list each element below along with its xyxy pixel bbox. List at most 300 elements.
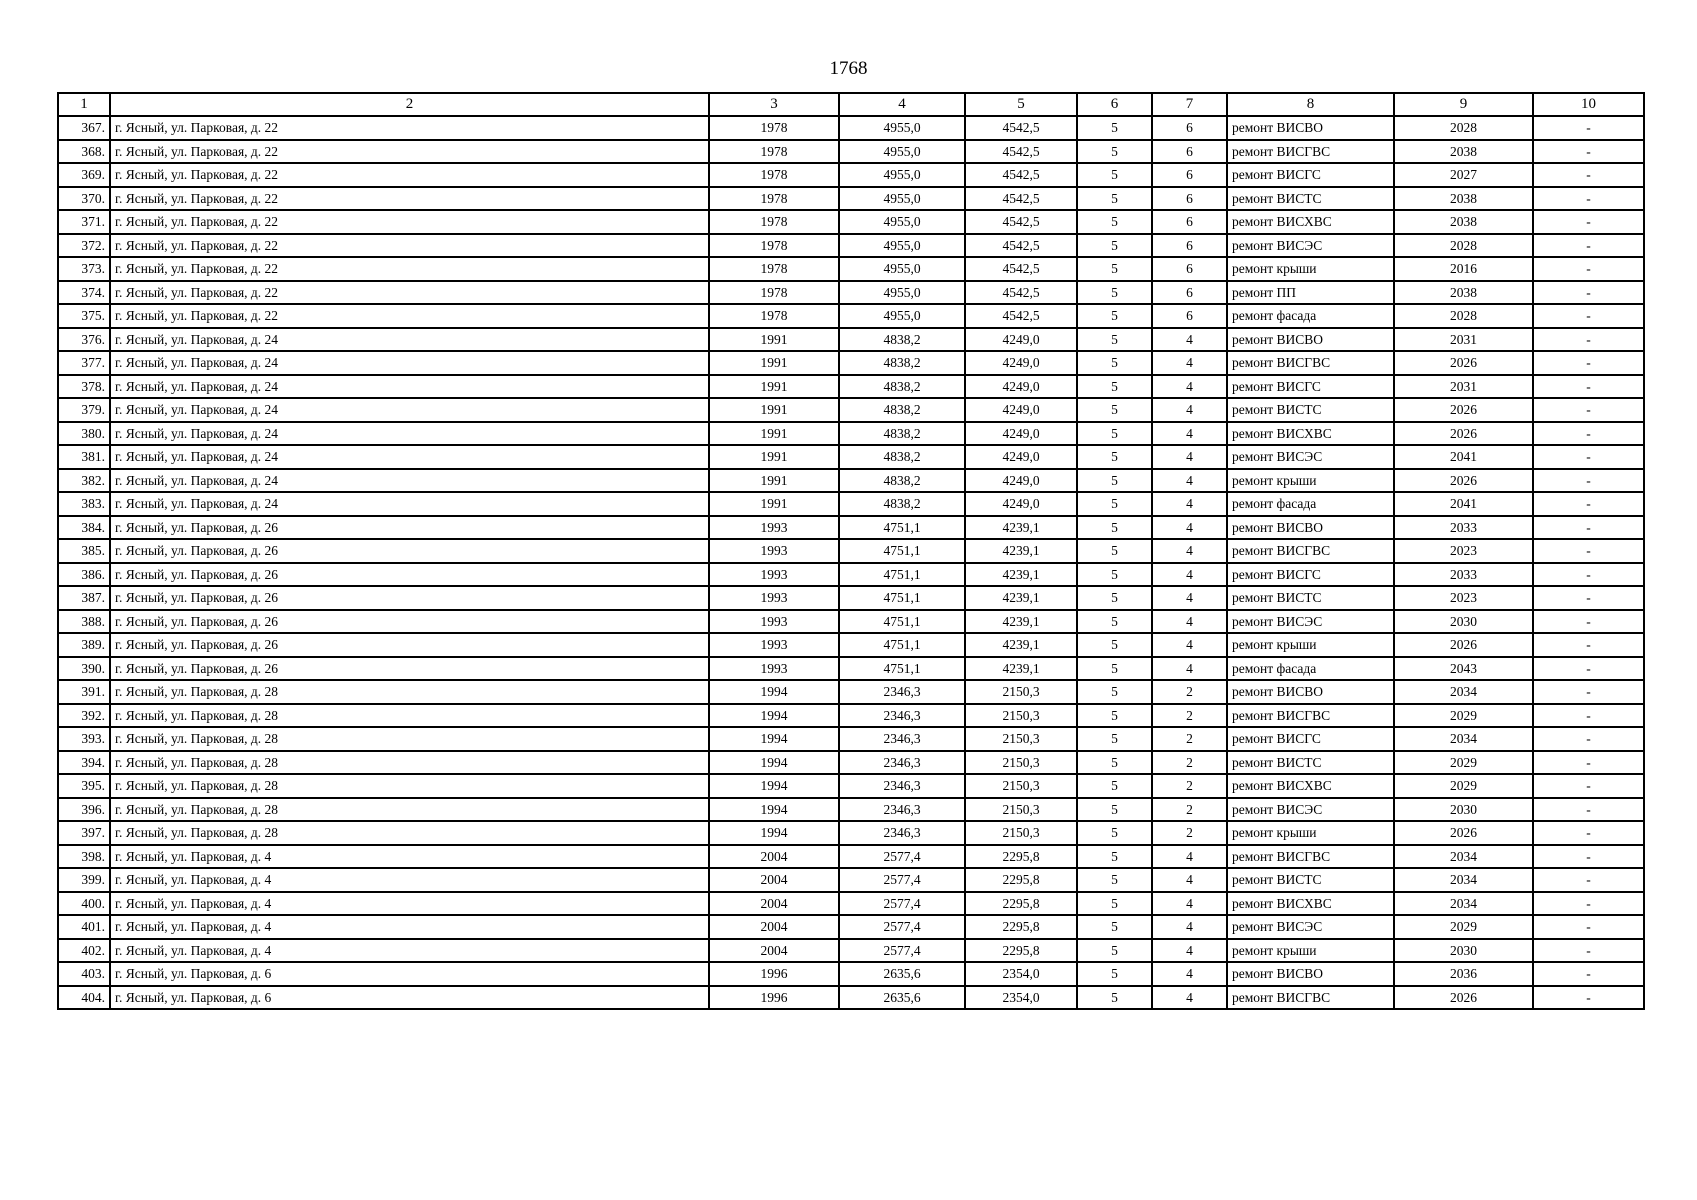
cell-row-number: 382.	[58, 469, 110, 493]
cell-work-type: ремонт фасада	[1227, 657, 1394, 681]
table-row	[58, 563, 1644, 587]
cell-address: г. Ясный, ул. Парковая, д. 26	[110, 516, 709, 540]
cell-work-type: ремонт ВИСГВС	[1227, 704, 1394, 728]
cell-planned-year: 2031	[1394, 375, 1533, 399]
cell-year-built: 1991	[709, 328, 839, 352]
cell-year-built: 1994	[709, 751, 839, 775]
column-header: 5	[965, 93, 1077, 116]
cell-row-number: 395.	[58, 774, 110, 798]
cell-work-type: ремонт ВИСТС	[1227, 751, 1394, 775]
cell-planned-year: 2038	[1394, 210, 1533, 234]
cell-year-built: 1993	[709, 633, 839, 657]
cell-floors: 5	[1077, 445, 1152, 469]
cell-entrances: 6	[1152, 304, 1227, 328]
cell-planned-year: 2038	[1394, 187, 1533, 211]
cell-year-built: 1991	[709, 351, 839, 375]
cell-address: г. Ясный, ул. Парковая, д. 22	[110, 187, 709, 211]
cell-entrances: 2	[1152, 821, 1227, 845]
cell-floors: 5	[1077, 375, 1152, 399]
cell-note: -	[1533, 939, 1644, 963]
cell-address: г. Ясный, ул. Парковая, д. 26	[110, 539, 709, 563]
cell-year-built: 1994	[709, 774, 839, 798]
cell-floors: 5	[1077, 516, 1152, 540]
cell-address: г. Ясный, ул. Парковая, д. 24	[110, 492, 709, 516]
cell-total-area: 4751,1	[839, 610, 965, 634]
cell-total-area: 4955,0	[839, 304, 965, 328]
cell-note: -	[1533, 116, 1644, 140]
cell-row-number: 397.	[58, 821, 110, 845]
cell-work-type: ремонт ВИСХВС	[1227, 892, 1394, 916]
table-row	[58, 492, 1644, 516]
cell-living-area: 4249,0	[965, 469, 1077, 493]
table-row	[58, 539, 1644, 563]
cell-floors: 5	[1077, 751, 1152, 775]
cell-entrances: 4	[1152, 492, 1227, 516]
table-row	[58, 845, 1644, 869]
cell-row-number: 398.	[58, 845, 110, 869]
cell-work-type: ремонт ВИСТС	[1227, 187, 1394, 211]
table-row	[58, 304, 1644, 328]
cell-floors: 5	[1077, 210, 1152, 234]
cell-row-number: 393.	[58, 727, 110, 751]
table-row	[58, 751, 1644, 775]
cell-note: -	[1533, 680, 1644, 704]
column-header: 1	[58, 93, 110, 116]
table-row	[58, 657, 1644, 681]
cell-row-number: 389.	[58, 633, 110, 657]
cell-total-area: 4751,1	[839, 633, 965, 657]
cell-floors: 5	[1077, 915, 1152, 939]
cell-year-built: 2004	[709, 868, 839, 892]
cell-floors: 5	[1077, 351, 1152, 375]
cell-note: -	[1533, 328, 1644, 352]
cell-note: -	[1533, 586, 1644, 610]
cell-year-built: 1994	[709, 727, 839, 751]
cell-total-area: 4838,2	[839, 398, 965, 422]
cell-note: -	[1533, 351, 1644, 375]
cell-note: -	[1533, 915, 1644, 939]
cell-floors: 5	[1077, 845, 1152, 869]
cell-note: -	[1533, 257, 1644, 281]
cell-total-area: 2577,4	[839, 845, 965, 869]
cell-year-built: 1978	[709, 210, 839, 234]
cell-living-area: 4249,0	[965, 351, 1077, 375]
cell-total-area: 4955,0	[839, 163, 965, 187]
cell-work-type: ремонт ВИСВО	[1227, 680, 1394, 704]
cell-planned-year: 2034	[1394, 845, 1533, 869]
cell-note: -	[1533, 492, 1644, 516]
cell-living-area: 4249,0	[965, 328, 1077, 352]
cell-work-type: ремонт ВИСТС	[1227, 586, 1394, 610]
cell-address: г. Ясный, ул. Парковая, д. 4	[110, 892, 709, 916]
cell-row-number: 386.	[58, 563, 110, 587]
cell-note: -	[1533, 422, 1644, 446]
cell-entrances: 4	[1152, 469, 1227, 493]
cell-year-built: 1978	[709, 187, 839, 211]
cell-entrances: 4	[1152, 422, 1227, 446]
cell-row-number: 396.	[58, 798, 110, 822]
cell-note: -	[1533, 210, 1644, 234]
cell-living-area: 2150,3	[965, 680, 1077, 704]
header-row	[58, 93, 1644, 116]
cell-row-number: 394.	[58, 751, 110, 775]
cell-planned-year: 2028	[1394, 116, 1533, 140]
cell-planned-year: 2029	[1394, 774, 1533, 798]
cell-address: г. Ясный, ул. Парковая, д. 6	[110, 962, 709, 986]
cell-planned-year: 2028	[1394, 234, 1533, 258]
cell-work-type: ремонт ВИСТС	[1227, 868, 1394, 892]
cell-note: -	[1533, 163, 1644, 187]
cell-total-area: 4751,1	[839, 586, 965, 610]
cell-floors: 5	[1077, 633, 1152, 657]
table-row	[58, 774, 1644, 798]
cell-work-type: ремонт ВИСГС	[1227, 375, 1394, 399]
cell-entrances: 6	[1152, 281, 1227, 305]
cell-row-number: 368.	[58, 140, 110, 164]
cell-floors: 5	[1077, 892, 1152, 916]
cell-note: -	[1533, 774, 1644, 798]
cell-living-area: 4249,0	[965, 492, 1077, 516]
data-table	[57, 92, 1645, 1010]
cell-work-type: ремонт ВИСЭС	[1227, 610, 1394, 634]
cell-address: г. Ясный, ул. Парковая, д. 24	[110, 445, 709, 469]
cell-living-area: 4239,1	[965, 516, 1077, 540]
cell-work-type: ремонт ВИСГВС	[1227, 351, 1394, 375]
cell-floors: 5	[1077, 469, 1152, 493]
cell-entrances: 4	[1152, 445, 1227, 469]
page-number: 1768	[829, 58, 868, 79]
cell-address: г. Ясный, ул. Парковая, д. 26	[110, 657, 709, 681]
cell-note: -	[1533, 187, 1644, 211]
cell-total-area: 4838,2	[839, 328, 965, 352]
cell-work-type: ремонт ВИСВО	[1227, 328, 1394, 352]
cell-entrances: 6	[1152, 140, 1227, 164]
cell-address: г. Ясный, ул. Парковая, д. 26	[110, 610, 709, 634]
cell-address: г. Ясный, ул. Парковая, д. 28	[110, 704, 709, 728]
cell-work-type: ремонт крыши	[1227, 469, 1394, 493]
table-row	[58, 140, 1644, 164]
cell-entrances: 4	[1152, 398, 1227, 422]
cell-row-number: 379.	[58, 398, 110, 422]
cell-living-area: 2295,8	[965, 892, 1077, 916]
cell-year-built: 1993	[709, 516, 839, 540]
cell-work-type: ремонт ВИСГВС	[1227, 845, 1394, 869]
cell-living-area: 4239,1	[965, 586, 1077, 610]
cell-total-area: 2577,4	[839, 868, 965, 892]
cell-row-number: 391.	[58, 680, 110, 704]
cell-address: г. Ясный, ул. Парковая, д. 6	[110, 986, 709, 1010]
table-row	[58, 633, 1644, 657]
cell-row-number: 367.	[58, 116, 110, 140]
cell-work-type: ремонт ВИСВО	[1227, 516, 1394, 540]
cell-work-type: ремонт ВИСТС	[1227, 398, 1394, 422]
cell-living-area: 4239,1	[965, 633, 1077, 657]
cell-work-type: ремонт ВИСЭС	[1227, 234, 1394, 258]
cell-address: г. Ясный, ул. Парковая, д. 4	[110, 915, 709, 939]
cell-planned-year: 2026	[1394, 633, 1533, 657]
cell-floors: 5	[1077, 798, 1152, 822]
cell-year-built: 1993	[709, 657, 839, 681]
cell-living-area: 4239,1	[965, 563, 1077, 587]
cell-note: -	[1533, 751, 1644, 775]
cell-work-type: ремонт фасада	[1227, 304, 1394, 328]
cell-work-type: ремонт ВИСХВС	[1227, 210, 1394, 234]
cell-living-area: 2295,8	[965, 845, 1077, 869]
cell-year-built: 1991	[709, 445, 839, 469]
cell-work-type: ремонт крыши	[1227, 939, 1394, 963]
cell-living-area: 2295,8	[965, 939, 1077, 963]
table-row	[58, 680, 1644, 704]
cell-row-number: 402.	[58, 939, 110, 963]
cell-row-number: 392.	[58, 704, 110, 728]
cell-total-area: 4955,0	[839, 281, 965, 305]
cell-total-area: 4751,1	[839, 539, 965, 563]
cell-year-built: 2004	[709, 845, 839, 869]
cell-total-area: 2346,3	[839, 751, 965, 775]
cell-total-area: 4955,0	[839, 210, 965, 234]
table-row	[58, 986, 1644, 1010]
cell-row-number: 372.	[58, 234, 110, 258]
cell-entrances: 6	[1152, 234, 1227, 258]
cell-work-type: ремонт ВИСГС	[1227, 727, 1394, 751]
cell-year-built: 1978	[709, 257, 839, 281]
cell-note: -	[1533, 633, 1644, 657]
cell-year-built: 1991	[709, 398, 839, 422]
cell-entrances: 4	[1152, 328, 1227, 352]
cell-work-type: ремонт ВИСХВС	[1227, 774, 1394, 798]
cell-living-area: 2150,3	[965, 821, 1077, 845]
cell-planned-year: 2029	[1394, 751, 1533, 775]
table-row	[58, 375, 1644, 399]
cell-note: -	[1533, 892, 1644, 916]
table-row	[58, 234, 1644, 258]
cell-year-built: 1994	[709, 821, 839, 845]
cell-floors: 5	[1077, 539, 1152, 563]
cell-total-area: 2346,3	[839, 704, 965, 728]
cell-living-area: 2295,8	[965, 915, 1077, 939]
cell-address: г. Ясный, ул. Парковая, д. 26	[110, 563, 709, 587]
cell-year-built: 1994	[709, 798, 839, 822]
cell-year-built: 1991	[709, 422, 839, 446]
cell-planned-year: 2034	[1394, 680, 1533, 704]
cell-row-number: 376.	[58, 328, 110, 352]
cell-living-area: 4249,0	[965, 422, 1077, 446]
cell-planned-year: 2034	[1394, 892, 1533, 916]
cell-living-area: 4249,0	[965, 375, 1077, 399]
cell-note: -	[1533, 845, 1644, 869]
cell-planned-year: 2034	[1394, 727, 1533, 751]
cell-address: г. Ясный, ул. Парковая, д. 22	[110, 234, 709, 258]
cell-total-area: 4838,2	[839, 422, 965, 446]
cell-year-built: 1994	[709, 704, 839, 728]
cell-planned-year: 2041	[1394, 445, 1533, 469]
cell-living-area: 2150,3	[965, 704, 1077, 728]
cell-planned-year: 2023	[1394, 539, 1533, 563]
cell-floors: 5	[1077, 563, 1152, 587]
cell-year-built: 2004	[709, 939, 839, 963]
cell-row-number: 377.	[58, 351, 110, 375]
cell-row-number: 399.	[58, 868, 110, 892]
cell-planned-year: 2026	[1394, 469, 1533, 493]
cell-floors: 5	[1077, 257, 1152, 281]
cell-row-number: 383.	[58, 492, 110, 516]
column-header: 7	[1152, 93, 1227, 116]
cell-entrances: 4	[1152, 868, 1227, 892]
cell-entrances: 4	[1152, 610, 1227, 634]
cell-planned-year: 2038	[1394, 281, 1533, 305]
column-header: 8	[1227, 93, 1394, 116]
cell-planned-year: 2026	[1394, 986, 1533, 1010]
cell-floors: 5	[1077, 234, 1152, 258]
cell-note: -	[1533, 868, 1644, 892]
cell-year-built: 2004	[709, 892, 839, 916]
cell-year-built: 1994	[709, 680, 839, 704]
cell-planned-year: 2028	[1394, 304, 1533, 328]
cell-total-area: 4751,1	[839, 516, 965, 540]
cell-planned-year: 2041	[1394, 492, 1533, 516]
cell-row-number: 403.	[58, 962, 110, 986]
cell-living-area: 4542,5	[965, 140, 1077, 164]
cell-living-area: 4542,5	[965, 116, 1077, 140]
cell-note: -	[1533, 727, 1644, 751]
cell-living-area: 4542,5	[965, 234, 1077, 258]
cell-planned-year: 2036	[1394, 962, 1533, 986]
cell-entrances: 4	[1152, 845, 1227, 869]
cell-note: -	[1533, 445, 1644, 469]
cell-address: г. Ясный, ул. Парковая, д. 28	[110, 798, 709, 822]
cell-planned-year: 2016	[1394, 257, 1533, 281]
cell-entrances: 4	[1152, 915, 1227, 939]
cell-total-area: 2346,3	[839, 680, 965, 704]
table-body	[58, 116, 1644, 1009]
cell-entrances: 6	[1152, 257, 1227, 281]
cell-address: г. Ясный, ул. Парковая, д. 22	[110, 304, 709, 328]
cell-planned-year: 2030	[1394, 798, 1533, 822]
column-header: 9	[1394, 93, 1533, 116]
cell-living-area: 4542,5	[965, 257, 1077, 281]
table-row	[58, 516, 1644, 540]
cell-floors: 5	[1077, 680, 1152, 704]
cell-total-area: 2346,3	[839, 727, 965, 751]
cell-total-area: 4838,2	[839, 445, 965, 469]
table-row	[58, 704, 1644, 728]
cell-row-number: 401.	[58, 915, 110, 939]
cell-floors: 5	[1077, 492, 1152, 516]
cell-floors: 5	[1077, 610, 1152, 634]
cell-entrances: 2	[1152, 680, 1227, 704]
table-row	[58, 727, 1644, 751]
cell-total-area: 2635,6	[839, 986, 965, 1010]
table-row	[58, 257, 1644, 281]
cell-address: г. Ясный, ул. Парковая, д. 22	[110, 163, 709, 187]
cell-total-area: 4838,2	[839, 469, 965, 493]
cell-work-type: ремонт ВИСГВС	[1227, 539, 1394, 563]
cell-total-area: 4751,1	[839, 563, 965, 587]
table-row	[58, 422, 1644, 446]
cell-address: г. Ясный, ул. Парковая, д. 24	[110, 469, 709, 493]
cell-planned-year: 2023	[1394, 586, 1533, 610]
column-header: 2	[110, 93, 709, 116]
cell-planned-year: 2043	[1394, 657, 1533, 681]
cell-entrances: 2	[1152, 751, 1227, 775]
cell-living-area: 4249,0	[965, 398, 1077, 422]
cell-work-type: ремонт ВИСВО	[1227, 962, 1394, 986]
cell-note: -	[1533, 140, 1644, 164]
table-row	[58, 398, 1644, 422]
cell-entrances: 4	[1152, 939, 1227, 963]
cell-row-number: 380.	[58, 422, 110, 446]
cell-address: г. Ясный, ул. Парковая, д. 28	[110, 821, 709, 845]
table-row	[58, 445, 1644, 469]
cell-work-type: ремонт ВИСЭС	[1227, 915, 1394, 939]
cell-entrances: 4	[1152, 563, 1227, 587]
cell-note: -	[1533, 398, 1644, 422]
table-row	[58, 939, 1644, 963]
cell-planned-year: 2026	[1394, 821, 1533, 845]
cell-year-built: 1993	[709, 563, 839, 587]
cell-entrances: 4	[1152, 986, 1227, 1010]
cell-planned-year: 2029	[1394, 704, 1533, 728]
cell-year-built: 1978	[709, 163, 839, 187]
cell-row-number: 384.	[58, 516, 110, 540]
cell-year-built: 1978	[709, 234, 839, 258]
cell-row-number: 385.	[58, 539, 110, 563]
cell-year-built: 1978	[709, 140, 839, 164]
cell-total-area: 2635,6	[839, 962, 965, 986]
table-row	[58, 281, 1644, 305]
cell-work-type: ремонт фасада	[1227, 492, 1394, 516]
cell-living-area: 2295,8	[965, 868, 1077, 892]
cell-row-number: 375.	[58, 304, 110, 328]
table-row	[58, 962, 1644, 986]
cell-total-area: 4838,2	[839, 351, 965, 375]
cell-planned-year: 2030	[1394, 610, 1533, 634]
cell-address: г. Ясный, ул. Парковая, д. 4	[110, 868, 709, 892]
column-header: 6	[1077, 93, 1152, 116]
cell-note: -	[1533, 234, 1644, 258]
cell-floors: 5	[1077, 821, 1152, 845]
cell-floors: 5	[1077, 704, 1152, 728]
cell-address: г. Ясный, ул. Парковая, д. 22	[110, 257, 709, 281]
cell-entrances: 6	[1152, 187, 1227, 211]
cell-planned-year: 2026	[1394, 422, 1533, 446]
cell-floors: 5	[1077, 657, 1152, 681]
cell-address: г. Ясный, ул. Парковая, д. 28	[110, 774, 709, 798]
cell-entrances: 4	[1152, 375, 1227, 399]
cell-note: -	[1533, 657, 1644, 681]
table-row	[58, 210, 1644, 234]
cell-work-type: ремонт ВИСГС	[1227, 563, 1394, 587]
cell-work-type: ремонт крыши	[1227, 257, 1394, 281]
cell-total-area: 2577,4	[839, 939, 965, 963]
cell-row-number: 371.	[58, 210, 110, 234]
cell-living-area: 4239,1	[965, 610, 1077, 634]
cell-year-built: 1993	[709, 539, 839, 563]
cell-note: -	[1533, 375, 1644, 399]
cell-work-type: ремонт ВИСВО	[1227, 116, 1394, 140]
cell-entrances: 4	[1152, 516, 1227, 540]
cell-row-number: 370.	[58, 187, 110, 211]
cell-year-built: 1978	[709, 304, 839, 328]
cell-entrances: 6	[1152, 210, 1227, 234]
cell-address: г. Ясный, ул. Парковая, д. 26	[110, 586, 709, 610]
cell-address: г. Ясный, ул. Парковая, д. 24	[110, 328, 709, 352]
cell-planned-year: 2033	[1394, 563, 1533, 587]
cell-total-area: 2346,3	[839, 821, 965, 845]
cell-year-built: 1978	[709, 116, 839, 140]
cell-row-number: 390.	[58, 657, 110, 681]
cell-address: г. Ясный, ул. Парковая, д. 22	[110, 140, 709, 164]
